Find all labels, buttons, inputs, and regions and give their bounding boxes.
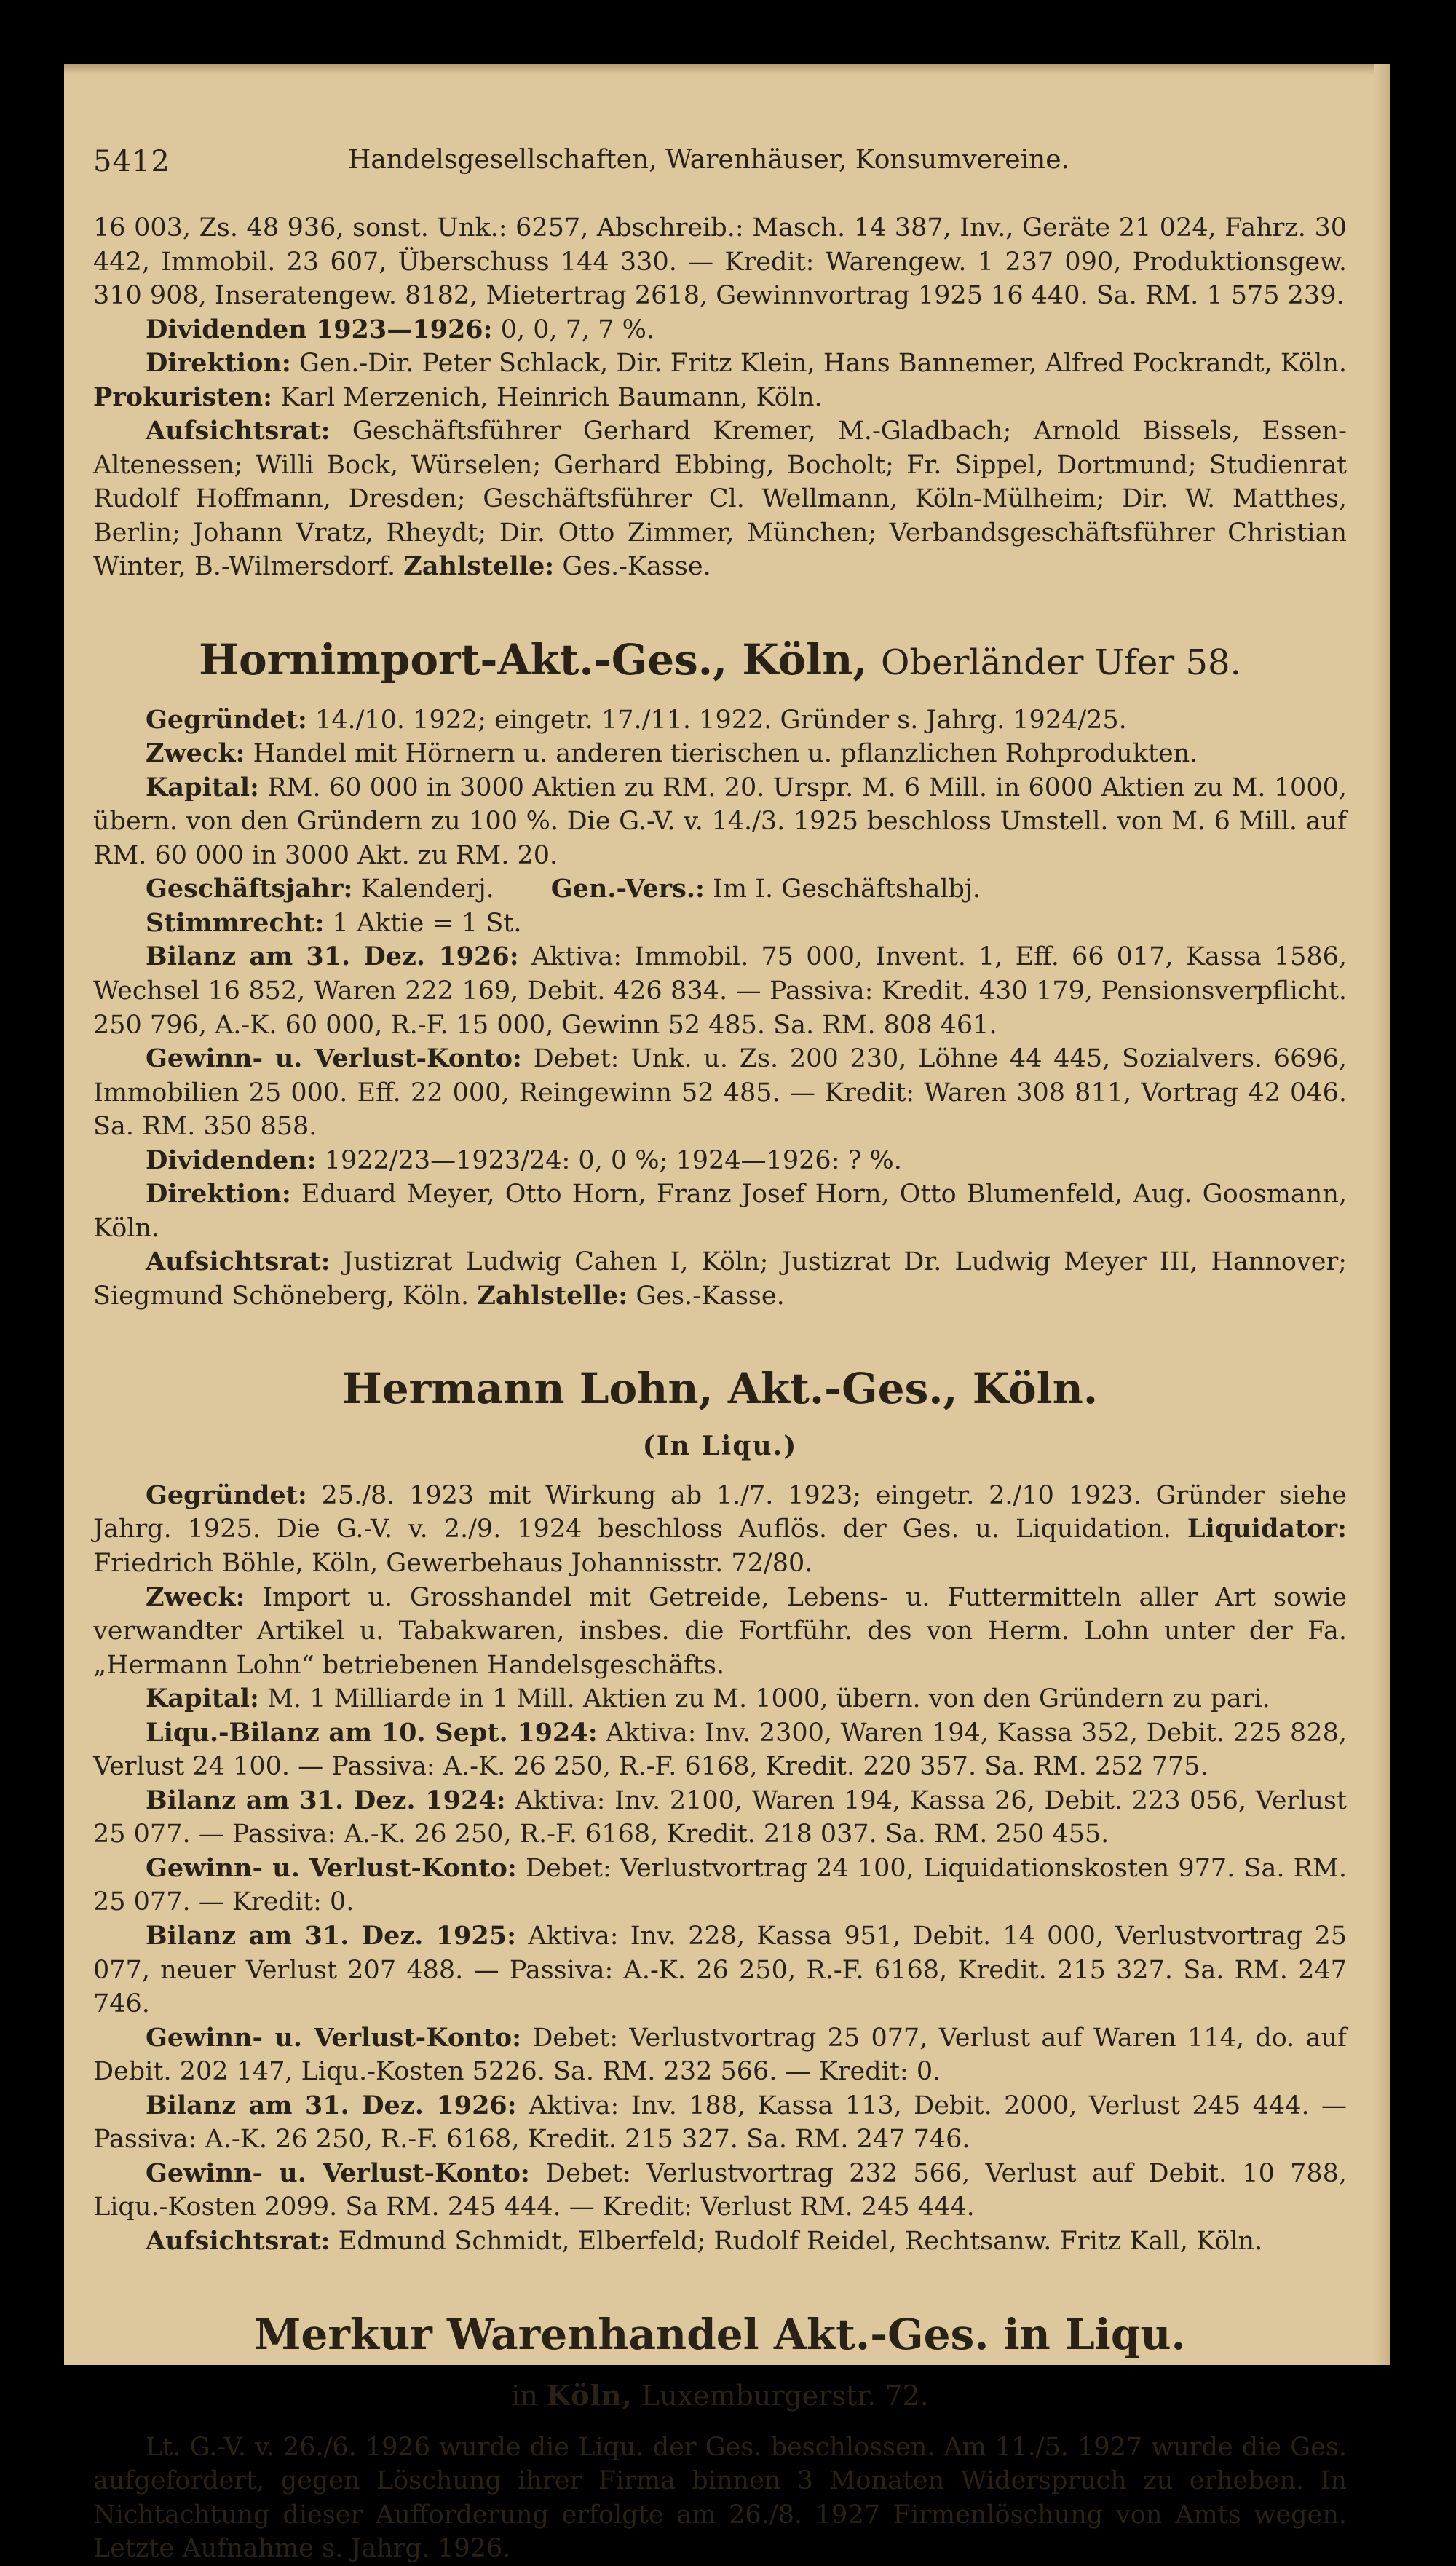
balance-1924-line: Bilanz am 31. Dez. 1924: Aktiva: Inv. 2100, Waren 194, Kassa 26, Debit. 223 056, Verlust 25 077. — Passiva: A.-K. 26 250, R.-F. 6168, Kredit. 218 037. Sa. RM. 250 455. [93, 1785, 1347, 1850]
founded-line: Gegründet: 25./8. 1923 mit Wirkung ab 1./7. 1923; eingetr. 2./10 1923. Gründer siehe Jahrg. 1925. Die G.-V. v. 2./9. 1924 beschloss Auflös. der Ges. u. Liquidation. Liquidator: Friedrich Böhle, Köln, Gewerbehaus Johannisstr. 72/80. [93, 1480, 1347, 1579]
liquidation-balance-line: Liqu.-Bilanz am 10. Sept. 1924: Aktiva: Inv. 2300, Waren 194, Kassa 352, Debit. 225 828, Verlust 24 100. — Passiva: A.-K. 26 250, R.-F. 6168, Kredit. 220 357. Sa. RM. 252 775. [93, 1717, 1347, 1782]
page-right-edge [1374, 64, 1390, 2365]
liquidation-subtitle: (In Liqu.) [642, 1431, 798, 1462]
direction-line: Direktion: Eduard Meyer, Otto Horn, Franz Josef Horn, Otto Blumenfeld, Aug. Goosmann, Köln. [93, 1179, 1347, 1243]
fiscal-line: Geschäftsjahr: Kalenderj. Gen.-Vers.: Im I. Geschäftshalbj. [146, 874, 981, 904]
balance-1925-line: Bilanz am 31. Dez. 1925: Aktiva: Inv. 228, Kassa 951, Debit. 14 000, Verlustvortrag 25 077, neuer Verlust 207 488. — Passiva: A.-K. 26 250, R.-F. 6168, Kredit. 215 327. Sa. RM. 247 746. [93, 1921, 1348, 2019]
profit-loss-1925-line: Gewinn- u. Verlust-Konto: Debet: Verlustvortrag 25 077, Verlust auf Waren 114, do. auf Debit. 202 147, Liqu.-Kosten 5226. Sa. RM. 232 566. — Kredit: 0. [93, 2022, 1347, 2087]
company-entry-hornimport [93, 635, 1347, 1313]
page-content [93, 143, 1347, 2566]
company-entry-merkur [93, 2310, 1347, 2566]
company-entry-hermann-lohn [93, 1364, 1347, 2258]
dividends-line: Dividenden 1923—1926: 0, 0, 7, 7 %. [146, 314, 655, 344]
company-title: Hornimport-Akt.-Ges., Köln, Oberländer Ufer 58. [199, 635, 1241, 685]
voting-line: Stimmrecht: 1 Aktie = 1 St. [146, 907, 522, 938]
company-title: Hermann Lohn, Akt.-Ges., Köln. [341, 1364, 1099, 1414]
section-continued-entry [93, 211, 1347, 584]
profit-loss-line: Gewinn- u. Verlust-Konto: Debet: Unk. u. Zs. 200 230, Löhne 44 445, Sozialvers. 6696, Immobilien 25 000. Eff. 22 000, Reingewinn 52 485. — Kredit: Waren 308 811, Vortrag 42 046. Sa. RM. 350 858. [93, 1043, 1347, 1142]
dividends-line: Dividenden: 1922/23—1923/24: 0, 0 %; 1924—1926: ? %. [146, 1145, 902, 1175]
page-number: 5412 [93, 145, 170, 178]
running-title: Handelsgesellschaften, Warenhäuser, Konsumvereine. [348, 145, 1069, 175]
capital-line: Kapital: M. 1 Milliarde in 1 Mill. Aktien zu M. 1000, übern. von den Gründern zu pari. [146, 1683, 1270, 1714]
page-top-edge [64, 64, 1390, 74]
board-line: Aufsichtsrat: Justizrat Ludwig Cahen I, Köln; Justizrat Dr. Ludwig Meyer III, Hannover; Siegmund Schöneberg, Köln. Zahlstelle: Ges.-Kasse. [93, 1247, 1347, 1311]
purpose-line: Zweck: Handel mit Hörnern u. anderen tierischen u. pflanzlichen Rohprodukten. [146, 738, 1198, 769]
balance-1926-line: Bilanz am 31. Dez. 1926: Aktiva: Inv. 188, Kassa 113, Debit. 2000, Verlust 245 444. — Passiva: A.-K. 26 250, R.-F. 6168, Kredit. 215 327. Sa. RM. 247 746. [93, 2090, 1347, 2155]
liquidation-notice: Lt. G.-V. v. 26./6. 1926 wurde die Liqu. der Ges. beschlossen. Am 11./5. 1927 wurde die Ges. aufgefordert, gegen Löschung ihrer Firma binnen 3 Monaten Widerspruch zu erheben. In Nichtachtung dieser Aufforderung erfolgte am 26./8. 1927 Firmenlöschung von Amts wegen. Letzte Aufnahme s. Jahrg. 1926. [93, 2432, 1347, 2564]
direction-line: Direktion: Gen.-Dir. Peter Schlack, Dir. Fritz Klein, Hans Bannemer, Alfred Pockrandt, Köln. Prokuristen: Karl Merzenich, Heinrich Baumann, Köln. [93, 348, 1347, 412]
board-line: Aufsichtsrat: Geschäftsführer Gerhard Kremer, M.-Gladbach; Arnold Bissels, Essen-Altenessen; Willi Bock, Würselen; Gerhard Ebbing, Bocholt; Fr. Sippel, Dortmund; Studienrat Rudolf Hoffmann, Dresden; Geschäftsführer Cl. Wellmann, Köln-Mülheim; Dir. W. Matthes, Berlin; Johann Vratz, Rheydt; Dir. Otto Zimmer, München; Verbandsgeschäftsführer Christian Winter, B.-Wilmersdorf. Zahlstelle: Ges.-Kasse. [93, 416, 1347, 582]
founded-line: Gegründet: 14./10. 1922; eingetr. 17./11. 1922. Gründer s. Jahrg. 1924/25. [146, 704, 1127, 735]
purpose-line: Zweck: Import u. Grosshandel mit Getreide, Lebens- u. Futtermitteln aller Art sowie verwandter Artikel u. Tabakwaren, insbes. die Fortführ. des von Herm. Lohn unter der Fa. „Hermann Lohn“ betriebenen Handelsgeschäfts. [93, 1582, 1347, 1680]
profit-loss-1924-line: Gewinn- u. Verlust-Konto: Debet: Verlustvortrag 24 100, Liquidationskosten 977. Sa. RM. 25 077. — Kredit: 0. [93, 1852, 1347, 1917]
page-header [93, 143, 1347, 186]
balance-line: Bilanz am 31. Dez. 1926: Aktiva: Immobil. 75 000, Invent. 1, Eff. 66 017, Kassa 1586, Wechsel 16 852, Waren 222 169, Debit. 426 834. — Passiva: Kredit. 430 179, Pensionsverpflicht. 250 796, A.-K. 60 000, R.-F. 15 000, Gewinn 52 485. Sa. RM. 808 461. [93, 941, 1348, 1040]
book-page [64, 64, 1390, 2564]
location-line: in Köln, Luxemburgerstr. 72. [511, 2379, 929, 2412]
company-title: Merkur Warenhandel Akt.-Ges. in Liqu. [254, 2309, 1186, 2359]
profit-loss-1926-line: Gewinn- u. Verlust-Konto: Debet: Verlustvortrag 232 566, Verlust auf Debit. 10 788, Liqu.-Kosten 2099. Sa RM. 245 444. — Kredit: Verlust RM. 245 444. [93, 2158, 1348, 2222]
board-line: Aufsichtsrat: Edmund Schmidt, Elberfeld; Rudolf Reidel, Rechtsanw. Fritz Kall, Köln. [146, 2225, 1263, 2256]
capital-line: Kapital: RM. 60 000 in 3000 Aktien zu RM. 20. Urspr. M. 6 Mill. in 6000 Aktien zu M. 1000, übern. von den Gründern zu 100 %. Die G.-V. v. 14./3. 1925 beschloss Umstell. von M. 6 Mill. auf RM. 60 000 in 3000 Akt. zu RM. 20. [93, 772, 1347, 870]
continued-text: 16 003, Zs. 48 936, sonst. Unk.: 6257, Abschreib.: Masch. 14 387, Inv., Geräte 21 024, Fahrz. 30 442, Immobil. 23 607, Überschuss 144 330. — Kredit: Warengew. 1 237 090, Produktionsgew. 310 908, Inseratengew. 8182, Mietertrag 2618, Gewinnvortrag 1925 16 440. Sa. RM. 1 575 239. [93, 213, 1347, 311]
